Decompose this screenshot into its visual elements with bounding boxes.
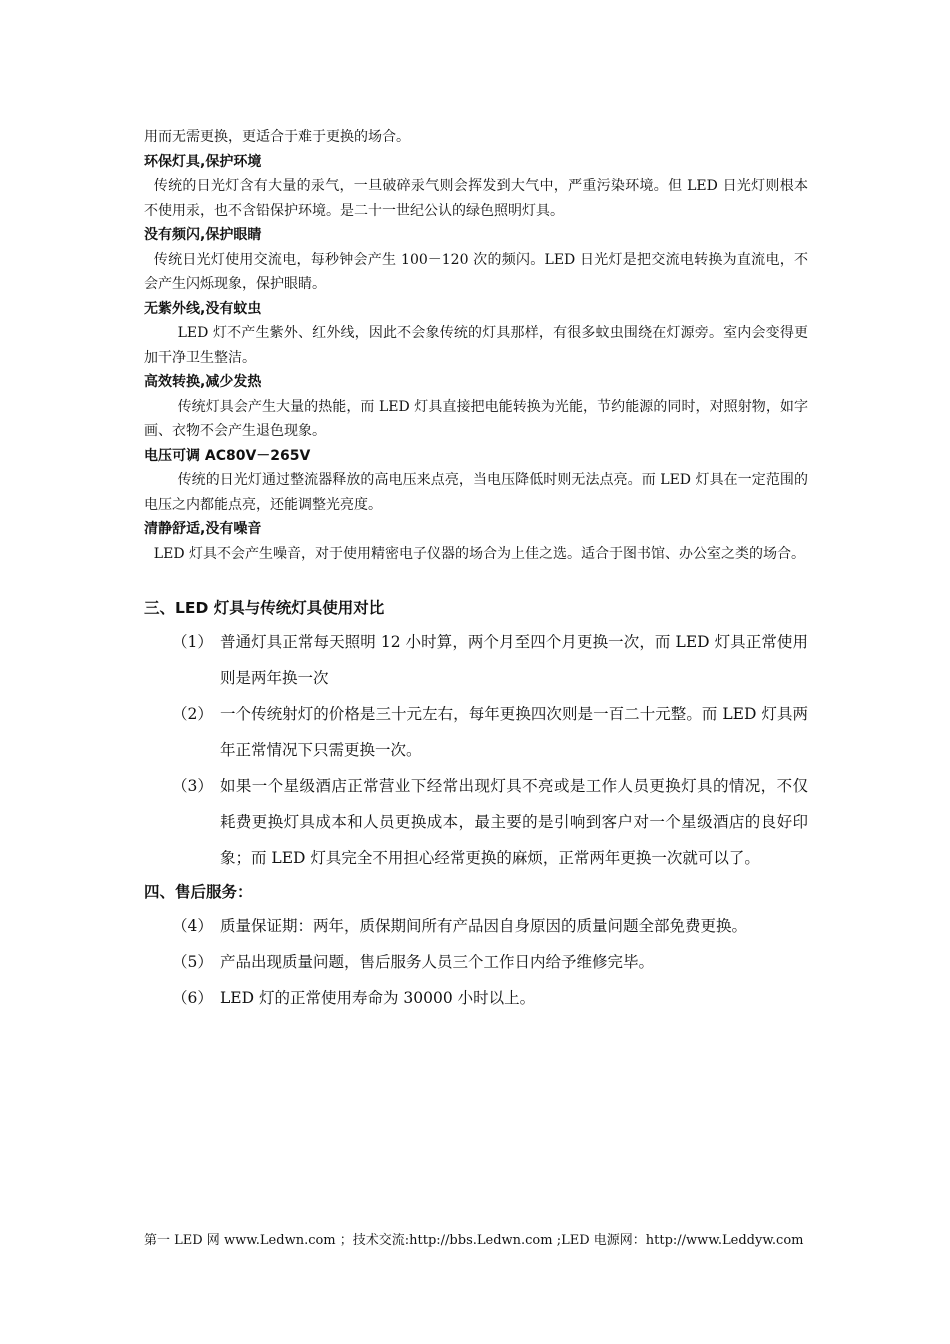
list-item-number: （4） <box>172 917 213 935</box>
list-item <box>144 624 808 696</box>
feature-body: 传统灯具会产生大量的热能，而 LED 灯具直接把电能转换为光能，节约能源的同时，对照射物，如字画、衣物不会产生退色现象。 <box>144 398 808 439</box>
feature-body: LED 灯具不会产生噪音，对于使用精密电子仪器的场合为上佳之选。适合于图书馆、办公室之类的场合。 <box>153 545 805 562</box>
list-item <box>144 908 808 944</box>
list-item-number: （3） <box>172 777 213 795</box>
feature-body: LED 灯不产生紫外、红外线，因此不会象传统的灯具那样，有很多蚊虫围绕在灯源旁。室内会变得更加干净卫生整洁。 <box>144 325 808 366</box>
feature-heading: 没有频闪,保护眼睛 <box>144 227 262 243</box>
list-item-text: 普通灯具正常每天照明 12 小时算，两个月至四个月更换一次，而 LED 灯具正常使用则是两年换一次 <box>220 633 808 687</box>
feature-body: 传统的日光灯通过整流器释放的高电压来点亮，当电压降低时则无法点亮。而 LED 灯具在一定范围的电压之内都能点亮，还能调整光亮度。 <box>144 472 808 513</box>
list-item-number: （1） <box>172 633 213 651</box>
list-item-text: 质量保证期：两年，质保期间所有产品因自身原因的质量问题全部免费更换。 <box>220 917 748 935</box>
list-item-text: LED 灯的正常使用寿命为 30000 小时以上。 <box>220 989 536 1007</box>
feature-heading: 无紫外线,没有蚊虫 <box>144 300 262 317</box>
list-item <box>144 944 808 980</box>
feature-heading: 环保灯具,保护环境 <box>144 153 262 170</box>
feature-heading: 清静舒适,没有噪音 <box>144 521 262 537</box>
section-3-title: 三、LED 灯具与传统灯具使用对比 <box>144 599 385 617</box>
feature-no-uv <box>144 297 808 371</box>
spacer <box>144 566 808 592</box>
feature-quiet <box>144 517 808 566</box>
feature-no-flicker <box>144 223 808 297</box>
feature-heading: 高效转换,减少发热 <box>144 374 262 390</box>
intro-line: 用而无需更换，更适合于难于更换的场合。 <box>144 129 410 145</box>
list-item-text: 产品出现质量问题，售后服务人员三个工作日内给予维修完毕。 <box>220 953 655 971</box>
list-item-text: 一个传统射灯的价格是三十元左右，每年更换四次则是一百二十元整。而 LED 灯具两年正常情况下只需更换一次。 <box>220 705 808 759</box>
section-4-title: 四、售后服务： <box>144 883 253 901</box>
list-item-number: （2） <box>172 705 213 723</box>
list-item-number: （6） <box>172 989 213 1007</box>
feature-body: 传统的日光灯含有大量的汞气，一旦破碎汞气则会挥发到大气中，严重污染环境。但 LED 日光灯则根本不使用汞，也不含铅保护环境。是二十一世纪公认的绿色照明灯具。 <box>144 178 808 219</box>
feature-environment <box>144 150 808 224</box>
document-page <box>144 125 808 1016</box>
feature-efficiency <box>144 370 808 444</box>
list-item-text: 如果一个星级酒店正常营业下经常出现灯具不亮或是工作人员更换灯具的情况，不仅耗费更换灯具成本和人员更换成本，最主要的是引响到客户对一个星级酒店的良好印象；而 LED 灯具完全不用担心经常更换的麻烦，正常两年更换一次就可以了。 <box>220 777 808 867</box>
feature-body: 传统日光灯使用交流电，每秒钟会产生 100－120 次的频闪。LED 日光灯是把交流电转换为直流电，不会产生闪烁现象，保护眼睛。 <box>144 251 808 292</box>
list-item-number: （5） <box>172 953 213 971</box>
list-item <box>144 768 808 876</box>
page-footer: 第一 LED 网 www.Ledwn.com ；技术交流:http://bbs.Ledwn.com ;LED 电源网：http://www.Leddyw.com <box>144 1233 804 1248</box>
feature-voltage <box>144 444 808 518</box>
list-item <box>144 980 808 1016</box>
list-item <box>144 696 808 768</box>
feature-heading: 电压可调 AC80V－265V <box>144 447 311 464</box>
